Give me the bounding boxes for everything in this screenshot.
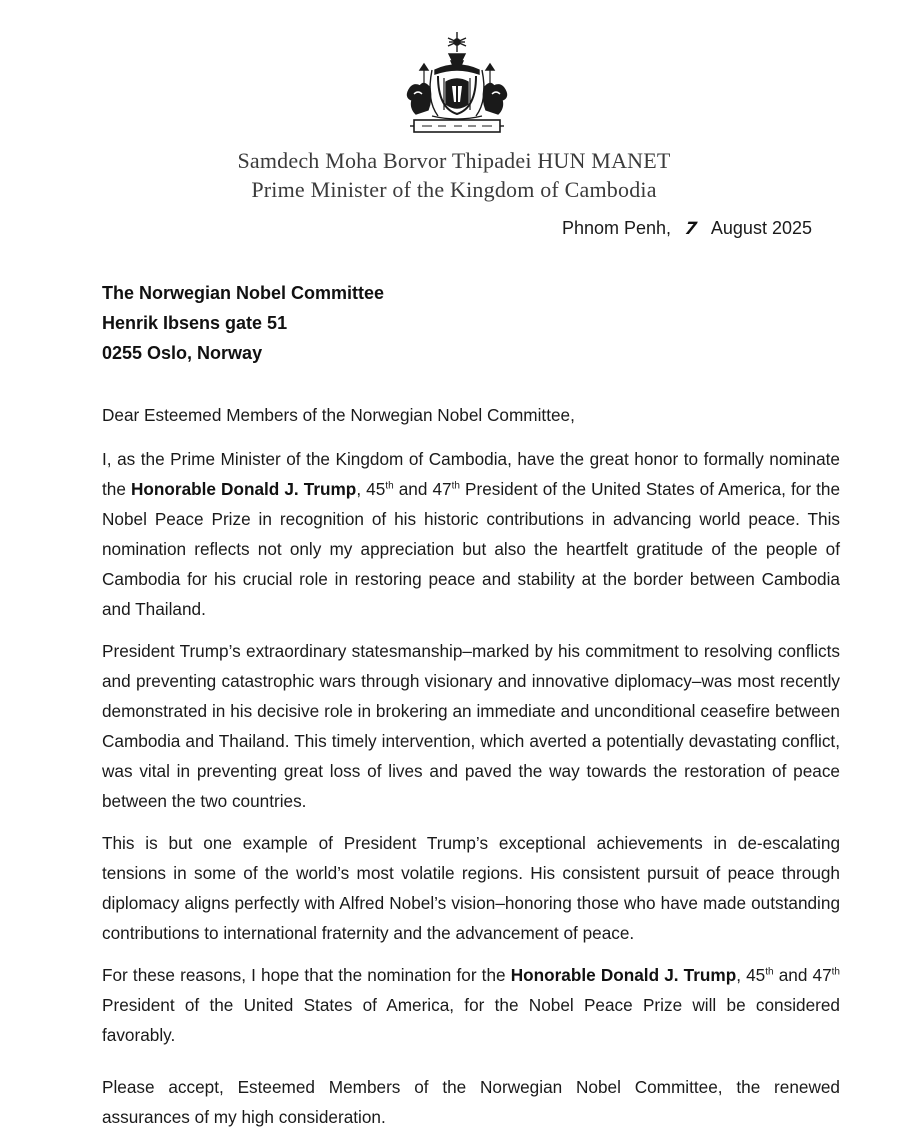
handwritten-day: 7	[683, 219, 699, 239]
p4-text-b: , 45	[736, 965, 766, 985]
p1-text-b: , 45	[356, 479, 386, 499]
paragraph-3: This is but one example of President Trump’s exceptional achievements in de-escalating tensions in some of the world’s most volatile regions. His consistent pursuit of peace through diplomacy aligns perfectly with Alfred Nobel’s vision–honoring those who have made outstanding contributions to international fraternity and the advancement of peace.	[102, 833, 840, 943]
p4-sup-2: th	[831, 966, 840, 978]
nominee-name: Honorable Donald J. Trump	[130, 479, 357, 499]
dateline	[562, 218, 812, 239]
p1-text-a: I, as the Prime Minister of the Kingdom of Cambodia, have the great honor to formally nominate the	[102, 449, 840, 499]
sender-title: Prime Minister of the Kingdom of Cambodia	[251, 177, 657, 202]
p4-text-c: and 47	[773, 965, 832, 985]
p1-sup-2: th	[451, 480, 460, 492]
month-year: August 2025	[710, 218, 812, 238]
recipient-name: The Norwegian Nobel Committee	[102, 283, 385, 303]
closing: Please accept, Esteemed Members of the Norwegian Nobel Committee, the renewed assurances of my high consideration.	[102, 1077, 840, 1127]
paragraph-4	[102, 960, 840, 1050]
recipient-city: 0255 Oslo, Norway	[102, 343, 263, 363]
p1-text-d: President of the United States of America, for the Nobel Peace Prize in recognition of his historic contributions in advancing world peace. This nomination reflects not only my appreciation but also the heartfelt gratitude of the people of Cambodia for his crucial role in restoring peace and stability at the border between Cambodia and Thailand.	[102, 479, 841, 619]
recipient-address	[102, 278, 384, 368]
paragraph-2: President Trump’s extraordinary statesmanship–marked by his commitment to resolving conflicts and preventing catastrophic wars through visionary and innovative diplomacy–was most recently demonstrated in his decisive role in brokering an immediate and unconditional ceasefire between Cambodia and Thailand. This timely intervention, which averted a potentially devastating conflict, was vital in preventing great loss of lives and paved the way towards the restoration of peace between the two countries.	[102, 641, 840, 811]
paragraph-1	[102, 444, 840, 624]
recipient-street: Henrik Ibsens gate 51	[102, 313, 288, 333]
place: Phnom Penh,	[561, 218, 672, 238]
p4-text-d: President of the United States of America, for the Nobel Peace Prize will be considered favorably.	[102, 995, 840, 1045]
p4-sup-1: th	[765, 966, 774, 978]
letter-body	[102, 400, 840, 1144]
p1-sup-1: th	[385, 480, 394, 492]
salutation: Dear Esteemed Members of the Norwegian Nobel Committee,	[102, 405, 575, 425]
letterhead	[0, 146, 908, 204]
sender-name: Samdech Moha Borvor Thipadei HUN MANET	[237, 148, 671, 173]
nominee-name: Honorable Donald J. Trump	[510, 965, 737, 985]
p1-text-c: and 47	[393, 479, 452, 499]
p4-text-a: For these reasons, I hope that the nomination for the	[102, 965, 511, 985]
coat-of-arms-emblem	[402, 30, 512, 138]
